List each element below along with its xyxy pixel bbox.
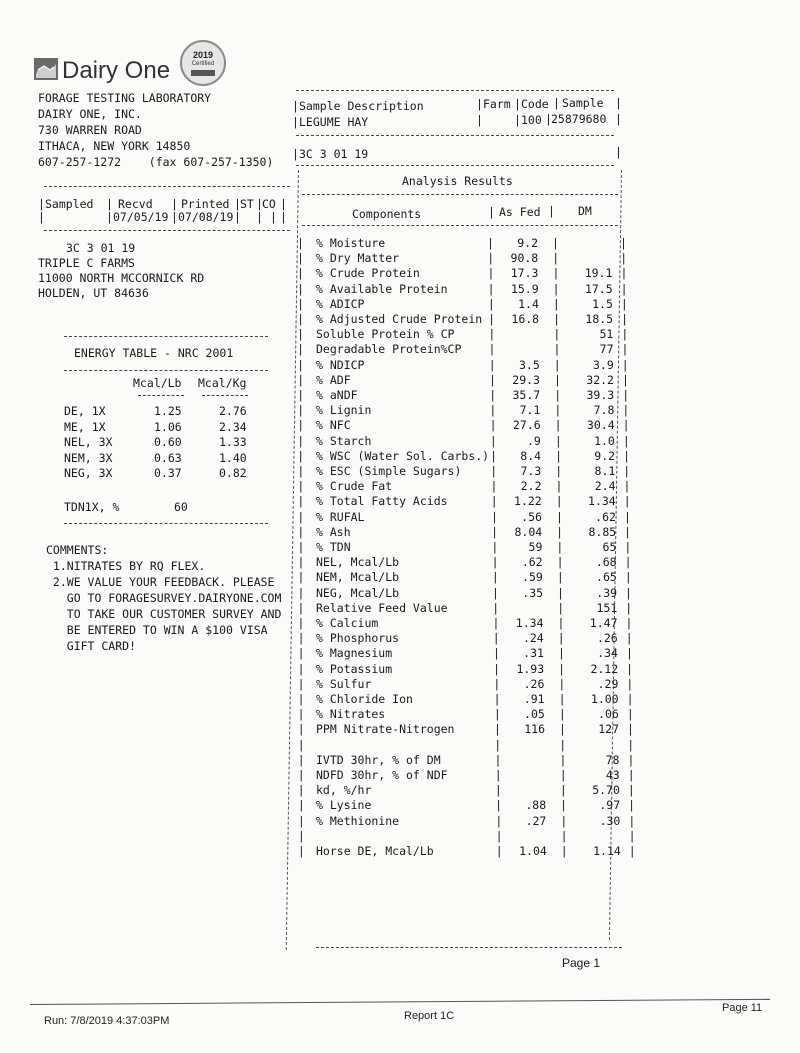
result-asfed: .91	[523, 692, 545, 706]
comment-line: 2.WE VALUE YOUR FEEDBACK. PLEASE	[46, 575, 275, 589]
client-line: TRIPLE C FARMS	[38, 256, 135, 270]
result-asfed: .62	[521, 555, 543, 570]
result-row: | Soluble Protein % CP | | 51 |	[297, 327, 629, 342]
result-row: | % WSC (Water Sol. Carbs.) | 8.4 | 9.2 |	[297, 448, 631, 463]
result-asfed: 29.3	[512, 372, 540, 387]
result-asfed: .59	[522, 570, 543, 585]
comment-line: BE ENTERED TO WIN A $100 VISA	[46, 623, 268, 637]
result-dm: 1.00	[590, 692, 619, 706]
result-component: Degradable Protein%CP	[316, 342, 462, 357]
result-component: Soluble Protein % CP	[316, 327, 455, 342]
result-asfed: .56	[521, 509, 542, 524]
result-dm: .26	[596, 631, 618, 646]
result-dm: 5.70	[592, 783, 620, 798]
energy-mcal-kg: 2.76	[219, 404, 247, 418]
col-components: Components	[352, 207, 422, 221]
logo-text: Dairy One	[62, 57, 171, 84]
result-dm: 51	[599, 327, 614, 342]
result-dm: .34	[597, 646, 618, 661]
energy-label: NEL, 3X	[64, 435, 113, 449]
result-component: % Potassium	[316, 661, 393, 676]
st-label: ST	[240, 197, 254, 211]
result-asfed: .31	[523, 646, 544, 661]
result-row: | % RUFAL | .56 | .62 |	[297, 509, 631, 524]
result-row: | % Ash | 8.04 | 8.85 |	[297, 524, 632, 539]
energy-label: ME, 1X	[64, 419, 106, 434]
result-component: % NFC	[316, 418, 351, 433]
result-row: | Degradable Protein%CP | | 77 |	[297, 342, 629, 357]
result-row: | % ADICP | 1.4 | 1.5 |	[297, 296, 628, 311]
result-component: % Starch	[316, 433, 372, 448]
result-row: | % Moisture | 9.2 | |	[297, 236, 627, 250]
energy-label: NEM, 3X	[64, 450, 113, 465]
result-row: | Horse DE, Mcal/Lb | 1.04 | 1.14 |	[297, 844, 636, 858]
comment-line: TO TAKE OUR CUSTOMER SURVEY AND	[46, 607, 282, 621]
result-dm: 30.4	[586, 418, 615, 433]
result-asfed: 1.04	[519, 844, 547, 858]
result-asfed: 35.7	[512, 388, 541, 402]
footer-page: Page 11	[722, 1002, 763, 1014]
result-dm: 1.34	[588, 494, 616, 509]
result-row: | % NDICP | 3.5 | 3.9 |	[297, 357, 629, 372]
printed-label: Printed	[181, 197, 230, 211]
sample-id-line: 3C 3 01 19	[299, 147, 369, 161]
result-dm: 39.3	[586, 388, 615, 402]
result-row: | % Lysine | .88 | .97 |	[297, 798, 636, 813]
result-asfed: .05	[524, 707, 545, 722]
result-dm: 151	[596, 600, 618, 615]
address-line: 607-257-1272 (fax 607-257-1350)	[38, 155, 274, 169]
result-dm: .62	[595, 509, 616, 524]
address-line: FORAGE TESTING LABORATORY	[38, 91, 212, 105]
result-row: | % Adjusted Crude Protein | 16.8 | 18.5 |	[297, 312, 629, 326]
result-component: kd, %/hr	[316, 783, 372, 798]
co-label: CO	[262, 197, 276, 211]
energy-col-lb: Mcal/Lb	[133, 376, 182, 390]
energy-mcal-kg: 0.82	[219, 466, 247, 480]
result-component: % Crude Protein	[316, 266, 420, 281]
energy-col-kg: Mcal/Kg	[198, 376, 247, 390]
result-dm: .29	[597, 676, 619, 691]
result-component: NEM, Mcal/Lb	[316, 570, 400, 585]
result-row: | % ADF | 29.3 | 32.2 |	[297, 372, 629, 387]
result-component: Relative Feed Value	[316, 600, 448, 615]
result-row: | % Crude Fat | 2.2 | 2.4 |	[297, 479, 631, 494]
result-asfed: .27	[525, 813, 547, 828]
result-asfed: 3.5	[518, 357, 540, 372]
result-component: % RUFAL	[316, 509, 365, 524]
result-row: | % Sulfur | .26 | .29 |	[297, 676, 634, 691]
result-component: IVTD 30hr, % of DM	[316, 752, 441, 767]
code-label: Code	[521, 97, 549, 111]
result-component: % Available Protein	[316, 281, 448, 296]
result-row: | NDFD 30hr, % of NDF | | 43 |	[297, 768, 635, 782]
comment-line: GO TO FORAGESURVEY.DAIRYONE.COM	[46, 591, 282, 605]
footer-divider	[30, 999, 770, 1005]
result-component: % WSC (Water Sol. Carbs.)	[316, 448, 490, 463]
tdn-value: 60	[174, 500, 188, 514]
result-row: | | | |	[297, 828, 636, 843]
address-line: DAIRY ONE, INC.	[38, 107, 142, 121]
client-id: 3C 3 01 19	[66, 241, 136, 255]
sample-desc-value: LEGUME HAY	[299, 115, 369, 129]
energy-mcal-kg: 1.40	[219, 450, 247, 465]
footer-run: Run: 7/8/2019 4:37:03PM	[44, 1015, 170, 1027]
result-component: % TDN	[316, 540, 351, 554]
result-row: | | | |	[297, 737, 635, 752]
sample-desc-label: Sample Description	[299, 99, 424, 113]
result-component: NEG, Mcal/Lb	[316, 585, 400, 600]
result-asfed: 15.9	[510, 281, 539, 296]
printed-date: 07/08/19	[178, 210, 234, 224]
result-asfed: 17.3	[510, 266, 539, 281]
result-dm: 1.5	[592, 296, 613, 311]
result-dm: 32.2	[586, 372, 614, 387]
result-component: % Crude Fat	[316, 479, 393, 494]
sample-value: 25879680	[551, 112, 607, 126]
result-component: % Lysine	[316, 798, 372, 813]
address-line: ITHACA, NEW YORK 14850	[38, 139, 191, 153]
result-dm: 7.8	[593, 403, 615, 418]
recvd-label: Recvd	[118, 197, 153, 211]
result-component: % aNDF	[316, 388, 358, 402]
col-dm: DM	[578, 204, 592, 218]
result-row: | % Lignin | 7.1 | 7.8 |	[297, 403, 630, 418]
energy-mcal-lb: 0.60	[154, 435, 182, 449]
energy-label: DE, 1X	[64, 404, 106, 418]
result-asfed: 8.4	[520, 448, 542, 463]
result-component: % Total Fatty Acids	[316, 494, 448, 509]
result-asfed: .35	[522, 585, 544, 600]
comment-line: GIFT CARD!	[46, 639, 137, 653]
result-row: | IVTD 30hr, % of DM | | 78 |	[297, 752, 635, 767]
result-asfed: 1.22	[514, 494, 542, 509]
result-dm: 1.47	[589, 616, 618, 630]
result-row: | % Total Fatty Acids | 1.22 | 1.34 |	[297, 494, 631, 509]
result-component: % Adjusted Crude Protein	[316, 312, 483, 326]
result-row: | % Chloride Ion | .91 | 1.00 |	[297, 692, 634, 706]
result-asfed: 1.34	[515, 616, 544, 630]
result-component: PPM Nitrate-Nitrogen	[316, 722, 455, 737]
result-asfed: 8.04	[514, 524, 543, 539]
address-line: 730 WARREN ROAD	[38, 123, 142, 137]
result-component: % Moisture	[316, 236, 386, 250]
result-asfed: 116	[524, 722, 546, 737]
energy-mcal-lb: 1.06	[154, 419, 182, 434]
result-row: | NEM, Mcal/Lb | .59 | .65 |	[297, 570, 632, 585]
result-row: | kd, %/hr | | 5.70 |	[297, 783, 635, 798]
result-row: | % Magnesium | .31 | .34 |	[297, 646, 633, 661]
energy-mcal-lb: 1.25	[154, 404, 182, 418]
result-dm: .97	[599, 798, 621, 813]
result-component: % Chloride Ion	[316, 692, 413, 706]
energy-mcal-lb: 0.63	[154, 450, 182, 465]
result-row: | % TDN | 59 | 65 |	[297, 540, 632, 554]
result-asfed: .24	[522, 631, 544, 646]
result-dm: .65	[596, 570, 617, 585]
result-component: % Phosphorus	[316, 631, 400, 646]
result-component: % ADICP	[316, 296, 365, 311]
comments-title: COMMENTS:	[46, 543, 109, 557]
result-dm: 8.85	[588, 524, 617, 539]
result-asfed: 9.2	[517, 236, 538, 250]
farm-label: Farm	[483, 97, 511, 111]
result-component: NDFD 30hr, % of NDF	[316, 768, 448, 782]
result-row: | % Available Protein | 15.9 | 17.5 |	[297, 281, 628, 296]
result-asfed: 1.93	[516, 661, 545, 676]
result-component: % Nitrates	[316, 707, 386, 722]
result-asfed: 2.2	[520, 479, 542, 494]
seal-caption: Certified	[191, 61, 215, 67]
result-row: | % Crude Protein | 17.3 | 19.1 |	[297, 266, 628, 281]
result-dm: 9.2	[594, 448, 616, 463]
result-dm: 1.14	[593, 844, 621, 858]
result-dm: 2.12	[590, 661, 619, 676]
result-dm: .06	[598, 707, 619, 722]
result-row: | % aNDF | 35.7 | 39.3 |	[297, 388, 630, 402]
result-asfed: 59	[528, 540, 543, 554]
result-component: NEL, Mcal/Lb	[316, 555, 400, 570]
recvd-date: 07/05/19	[113, 210, 169, 224]
result-asfed: 7.3	[520, 464, 542, 478]
result-row: | % Starch | .9 | 1.0 |	[297, 433, 630, 448]
result-row: | NEL, Mcal/Lb | .62 | .68 |	[297, 555, 632, 570]
client-line: 11000 NORTH MCCORNICK RD	[38, 271, 205, 285]
sampled-label: Sampled	[45, 197, 94, 211]
sample-label: Sample	[562, 96, 604, 110]
result-dm: 78	[605, 752, 620, 767]
result-asfed: .26	[523, 676, 545, 691]
energy-mcal-kg: 2.34	[219, 419, 247, 434]
result-row: | % Dry Matter | 90.8 | |	[297, 251, 628, 266]
result-row: | % Potassium | 1.93 | 2.12 |	[297, 661, 634, 676]
result-component: % ESC (Simple Sugars)	[316, 464, 462, 478]
result-asfed: .88	[525, 798, 547, 813]
result-dm: 3.9	[592, 357, 614, 372]
result-row: | % Methionine | .27 | .30 |	[297, 813, 636, 828]
result-asfed: .9	[527, 433, 541, 448]
result-dm: 1.0	[594, 433, 615, 448]
dairy-one-logo-icon	[34, 58, 58, 80]
tdn-label: TDN1X, %	[64, 500, 120, 514]
result-component: % Sulfur	[316, 676, 372, 691]
seal-year: 2019	[192, 50, 214, 60]
result-component: % Calcium	[316, 616, 379, 630]
col-asfed: As Fed	[499, 205, 541, 219]
energy-label: NEG, 3X	[64, 466, 113, 480]
result-asfed: 16.8	[511, 312, 540, 326]
result-asfed: 27.6	[512, 418, 541, 433]
result-component: % NDICP	[316, 357, 365, 372]
result-row: | % NFC | 27.6 | 30.4 |	[297, 418, 630, 433]
result-component: % Lignin	[316, 403, 372, 418]
result-row: | NEG, Mcal/Lb | .35 | .39 |	[297, 585, 632, 600]
result-component: % Dry Matter	[316, 251, 400, 266]
result-dm: .68	[595, 555, 617, 570]
result-dm: 18.5	[585, 312, 614, 326]
code-value: 100	[521, 113, 542, 127]
result-asfed: 90.8	[510, 251, 539, 266]
client-line: HOLDEN, UT 84636	[38, 286, 149, 300]
result-dm: 43	[605, 768, 620, 782]
page-label: Page 1	[562, 956, 601, 970]
result-asfed: 1.4	[518, 296, 539, 311]
energy-mcal-lb: 0.37	[154, 466, 182, 480]
result-dm: .30	[599, 813, 621, 828]
result-dm: 8.1	[594, 464, 616, 478]
energy-mcal-kg: 1.33	[219, 435, 247, 449]
footer-report: Report 1C	[404, 1010, 455, 1022]
result-row: | PPM Nitrate-Nitrogen | 116 | 127 |	[297, 722, 634, 737]
result-row: | % Nitrates | .05 | .06 |	[297, 707, 634, 722]
result-dm: 127	[598, 722, 620, 737]
result-asfed: 7.1	[519, 403, 541, 418]
result-dm: 65	[602, 540, 617, 554]
certified-seal-icon	[180, 40, 226, 86]
result-row: | Relative Feed Value | | 151 |	[297, 600, 633, 615]
result-row: | % ESC (Simple Sugars) | 7.3 | 8.1 |	[297, 464, 631, 478]
energy-title: ENERGY TABLE - NRC 2001	[74, 346, 234, 360]
result-dm: 77	[599, 342, 614, 357]
result-component: % Ash	[316, 524, 351, 539]
result-dm: .39	[596, 585, 618, 600]
comment-line: 1.NITRATES BY RQ FLEX.	[46, 559, 206, 573]
result-dm: 17.5	[584, 281, 613, 296]
result-dm: 19.1	[584, 266, 613, 281]
result-row: | % Phosphorus | .24 | .26 |	[297, 631, 633, 646]
result-dm: 2.4	[594, 479, 616, 494]
result-row: | % Calcium | 1.34 | 1.47 |	[297, 616, 633, 630]
result-component: % Methionine	[316, 813, 400, 828]
result-component: % ADF	[316, 372, 351, 387]
result-component: % Magnesium	[316, 646, 393, 661]
result-component: Horse DE, Mcal/Lb	[316, 844, 434, 858]
results-title: Analysis Results	[402, 174, 513, 188]
